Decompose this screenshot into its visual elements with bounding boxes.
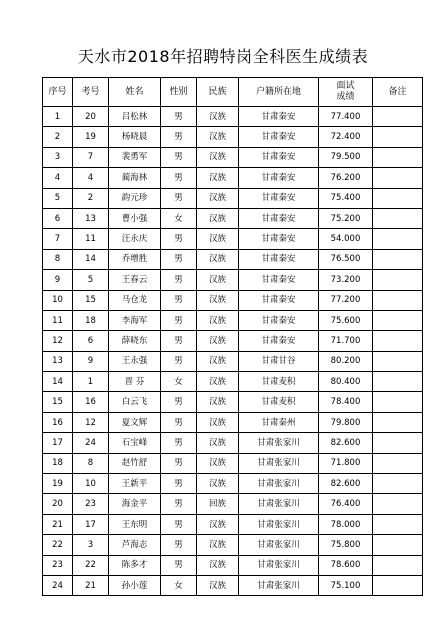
cell-name: 王永强 [109, 351, 161, 371]
header-name: 姓名 [109, 78, 161, 107]
cell-ethnicity: 汉族 [197, 229, 239, 249]
cell-remarks [373, 575, 423, 595]
cell-name: 晋 芬 [109, 372, 161, 392]
cell-score: 77.400 [319, 107, 373, 127]
cell-ethnicity: 汉族 [197, 555, 239, 575]
cell-exam-no: 24 [73, 433, 109, 453]
cell-sex: 男 [161, 412, 197, 432]
cell-seq: 3 [43, 147, 73, 167]
cell-sex: 女 [161, 575, 197, 595]
cell-seq: 15 [43, 392, 73, 412]
cell-sex: 男 [161, 310, 197, 330]
cell-exam-no: 2 [73, 188, 109, 208]
cell-sex: 女 [161, 208, 197, 228]
cell-exam-no: 12 [73, 412, 109, 432]
cell-hometown: 甘肃秦安 [239, 229, 319, 249]
cell-score: 73.200 [319, 270, 373, 290]
cell-seq: 11 [43, 310, 73, 330]
cell-ethnicity: 汉族 [197, 392, 239, 412]
cell-hometown: 甘肃张家川 [239, 474, 319, 494]
cell-score: 54.000 [319, 229, 373, 249]
cell-score: 79.800 [319, 412, 373, 432]
cell-ethnicity: 汉族 [197, 474, 239, 494]
cell-ethnicity: 汉族 [197, 107, 239, 127]
cell-hometown: 甘肃张家川 [239, 494, 319, 514]
cell-remarks [373, 147, 423, 167]
cell-ethnicity: 汉族 [197, 147, 239, 167]
cell-seq: 22 [43, 535, 73, 555]
table-row [43, 107, 423, 127]
cell-name: 赵竹舒 [109, 453, 161, 473]
cell-score: 77.200 [319, 290, 373, 310]
cell-seq: 17 [43, 433, 73, 453]
cell-ethnicity: 回族 [197, 494, 239, 514]
cell-exam-no: 14 [73, 249, 109, 269]
cell-name: 王新平 [109, 474, 161, 494]
cell-seq: 1 [43, 107, 73, 127]
table-row [43, 127, 423, 147]
table-row [43, 229, 423, 249]
cell-sex: 男 [161, 453, 197, 473]
header-interview-label: 面试 [336, 81, 355, 91]
cell-name: 芦海志 [109, 535, 161, 555]
cell-hometown: 甘肃秦安 [239, 168, 319, 188]
cell-score: 82.600 [319, 474, 373, 494]
cell-score: 76.400 [319, 494, 373, 514]
cell-score: 79.500 [319, 147, 373, 167]
cell-sex: 男 [161, 535, 197, 555]
cell-remarks [373, 351, 423, 371]
table-row [43, 535, 423, 555]
cell-remarks [373, 412, 423, 432]
cell-hometown: 甘肃张家川 [239, 535, 319, 555]
header-row [43, 78, 423, 107]
cell-name: 夏文辉 [109, 412, 161, 432]
cell-ethnicity: 汉族 [197, 372, 239, 392]
cell-name: 曹小强 [109, 208, 161, 228]
cell-ethnicity: 汉族 [197, 514, 239, 534]
table-row [43, 474, 423, 494]
cell-ethnicity: 汉族 [197, 310, 239, 330]
cell-exam-no: 8 [73, 453, 109, 473]
cell-score: 72.400 [319, 127, 373, 147]
cell-ethnicity: 汉族 [197, 290, 239, 310]
cell-name: 吕松林 [109, 107, 161, 127]
cell-hometown: 甘肃麦积 [239, 372, 319, 392]
cell-name: 孙小莲 [109, 575, 161, 595]
cell-sex: 男 [161, 107, 197, 127]
cell-seq: 10 [43, 290, 73, 310]
header-interview-score [319, 78, 373, 107]
cell-score: 75.100 [319, 575, 373, 595]
cell-ethnicity: 汉族 [197, 188, 239, 208]
cell-exam-no: 4 [73, 168, 109, 188]
cell-sex: 男 [161, 514, 197, 534]
cell-exam-no: 6 [73, 331, 109, 351]
cell-exam-no: 19 [73, 127, 109, 147]
table-row [43, 208, 423, 228]
cell-name: 李海军 [109, 310, 161, 330]
cell-ethnicity: 汉族 [197, 433, 239, 453]
cell-exam-no: 13 [73, 208, 109, 228]
cell-score: 75.800 [319, 535, 373, 555]
cell-score: 71.700 [319, 331, 373, 351]
cell-seq: 20 [43, 494, 73, 514]
cell-ethnicity: 汉族 [197, 412, 239, 432]
cell-remarks [373, 474, 423, 494]
cell-name: 杨晓晨 [109, 127, 161, 147]
cell-sex: 女 [161, 372, 197, 392]
page-title: 天水市2018年招聘特岗全科医生成绩表 [77, 47, 369, 66]
table-row [43, 249, 423, 269]
cell-ethnicity: 汉族 [197, 575, 239, 595]
cell-hometown: 甘肃秦安 [239, 249, 319, 269]
cell-score: 76.200 [319, 168, 373, 188]
table-row [43, 372, 423, 392]
cell-name: 汪永庆 [109, 229, 161, 249]
cell-seq: 7 [43, 229, 73, 249]
table-row [43, 555, 423, 575]
cell-remarks [373, 127, 423, 147]
cell-seq: 9 [43, 270, 73, 290]
cell-seq: 18 [43, 453, 73, 473]
cell-seq: 12 [43, 331, 73, 351]
cell-name: 裴勇军 [109, 147, 161, 167]
header-exam-no: 考号 [73, 78, 109, 107]
table-row [43, 310, 423, 330]
table-row [43, 331, 423, 351]
cell-seq: 21 [43, 514, 73, 534]
cell-ethnicity: 汉族 [197, 535, 239, 555]
cell-name: 白云飞 [109, 392, 161, 412]
cell-score: 78.600 [319, 555, 373, 575]
cell-score: 75.200 [319, 208, 373, 228]
cell-sex: 男 [161, 331, 197, 351]
cell-exam-no: 20 [73, 107, 109, 127]
cell-remarks [373, 535, 423, 555]
header-score-label: 成绩 [336, 92, 355, 102]
cell-remarks [373, 107, 423, 127]
cell-score: 78.400 [319, 392, 373, 412]
table-row [43, 433, 423, 453]
cell-remarks [373, 514, 423, 534]
cell-hometown: 甘肃秦安 [239, 331, 319, 351]
cell-sex: 男 [161, 270, 197, 290]
cell-remarks [373, 188, 423, 208]
header-seq: 序号 [43, 78, 73, 107]
cell-hometown: 甘肃张家川 [239, 453, 319, 473]
cell-sex: 男 [161, 229, 197, 249]
cell-score: 75.600 [319, 310, 373, 330]
header-ethnicity: 民族 [197, 78, 239, 107]
cell-remarks [373, 372, 423, 392]
table-row [43, 351, 423, 371]
cell-remarks [373, 168, 423, 188]
cell-hometown: 甘肃甘谷 [239, 351, 319, 371]
cell-hometown: 甘肃秦安 [239, 310, 319, 330]
table-row [43, 575, 423, 595]
cell-seq: 13 [43, 351, 73, 371]
cell-remarks [373, 249, 423, 269]
cell-remarks [373, 310, 423, 330]
cell-score: 75.400 [319, 188, 373, 208]
cell-hometown: 甘肃秦安 [239, 290, 319, 310]
table-row [43, 412, 423, 432]
cell-seq: 6 [43, 208, 73, 228]
cell-exam-no: 9 [73, 351, 109, 371]
cell-sex: 男 [161, 494, 197, 514]
cell-hometown: 甘肃张家川 [239, 433, 319, 453]
cell-remarks [373, 208, 423, 228]
cell-name: 石宝峰 [109, 433, 161, 453]
cell-seq: 2 [43, 127, 73, 147]
cell-sex: 男 [161, 290, 197, 310]
table-row [43, 147, 423, 167]
cell-ethnicity: 汉族 [197, 127, 239, 147]
cell-sex: 男 [161, 433, 197, 453]
cell-score: 76.500 [319, 249, 373, 269]
cell-seq: 4 [43, 168, 73, 188]
cell-seq: 5 [43, 188, 73, 208]
cell-hometown: 甘肃秦州 [239, 412, 319, 432]
cell-ethnicity: 汉族 [197, 249, 239, 269]
cell-sex: 男 [161, 188, 197, 208]
cell-exam-no: 11 [73, 229, 109, 249]
cell-exam-no: 17 [73, 514, 109, 534]
cell-score: 78.000 [319, 514, 373, 534]
cell-ethnicity: 汉族 [197, 351, 239, 371]
cell-remarks [373, 555, 423, 575]
cell-ethnicity: 汉族 [197, 168, 239, 188]
cell-name: 薛晓东 [109, 331, 161, 351]
cell-exam-no: 5 [73, 270, 109, 290]
cell-hometown: 甘肃张家川 [239, 555, 319, 575]
cell-remarks [373, 433, 423, 453]
cell-ethnicity: 汉族 [197, 208, 239, 228]
header-remarks: 备注 [373, 78, 423, 107]
cell-sex: 男 [161, 168, 197, 188]
cell-remarks [373, 392, 423, 412]
cell-remarks [373, 453, 423, 473]
cell-exam-no: 7 [73, 147, 109, 167]
cell-remarks [373, 229, 423, 249]
cell-score: 80.200 [319, 351, 373, 371]
cell-name: 陈多才 [109, 555, 161, 575]
cell-ethnicity: 汉族 [197, 453, 239, 473]
cell-score: 82.600 [319, 433, 373, 453]
cell-exam-no: 15 [73, 290, 109, 310]
table-row [43, 392, 423, 412]
cell-sex: 男 [161, 351, 197, 371]
cell-name: 韵元珍 [109, 188, 161, 208]
cell-exam-no: 3 [73, 535, 109, 555]
table-row [43, 453, 423, 473]
table-body [43, 107, 423, 596]
cell-exam-no: 16 [73, 392, 109, 412]
header-hometown: 户籍所在地 [239, 78, 319, 107]
cell-hometown: 甘肃秦安 [239, 188, 319, 208]
cell-name: 王东明 [109, 514, 161, 534]
cell-name: 海金平 [109, 494, 161, 514]
cell-hometown: 甘肃秦安 [239, 270, 319, 290]
table-row [43, 290, 423, 310]
table-row [43, 514, 423, 534]
cell-sex: 男 [161, 249, 197, 269]
cell-seq: 23 [43, 555, 73, 575]
cell-seq: 19 [43, 474, 73, 494]
cell-hometown: 甘肃秦安 [239, 208, 319, 228]
cell-remarks [373, 331, 423, 351]
cell-ethnicity: 汉族 [197, 270, 239, 290]
cell-exam-no: 22 [73, 555, 109, 575]
cell-hometown: 甘肃麦积 [239, 392, 319, 412]
cell-exam-no: 23 [73, 494, 109, 514]
cell-hometown: 甘肃张家川 [239, 575, 319, 595]
cell-name: 乔增胜 [109, 249, 161, 269]
cell-name: 王春云 [109, 270, 161, 290]
cell-remarks [373, 270, 423, 290]
cell-exam-no: 18 [73, 310, 109, 330]
table-row [43, 168, 423, 188]
cell-seq: 8 [43, 249, 73, 269]
cell-name: 蔺海林 [109, 168, 161, 188]
cell-sex: 男 [161, 474, 197, 494]
header-sex: 性别 [161, 78, 197, 107]
cell-hometown: 甘肃张家川 [239, 514, 319, 534]
cell-sex: 男 [161, 147, 197, 167]
cell-sex: 男 [161, 555, 197, 575]
cell-seq: 16 [43, 412, 73, 432]
cell-seq: 14 [43, 372, 73, 392]
cell-score: 80.400 [319, 372, 373, 392]
cell-remarks [373, 290, 423, 310]
cell-hometown: 甘肃秦安 [239, 147, 319, 167]
cell-sex: 男 [161, 127, 197, 147]
table-row [43, 494, 423, 514]
cell-name: 马仓龙 [109, 290, 161, 310]
cell-remarks [373, 494, 423, 514]
cell-sex: 男 [161, 392, 197, 412]
cell-seq: 24 [43, 575, 73, 595]
cell-ethnicity: 汉族 [197, 331, 239, 351]
cell-exam-no: 10 [73, 474, 109, 494]
cell-hometown: 甘肃秦安 [239, 127, 319, 147]
results-table [42, 77, 423, 596]
cell-exam-no: 1 [73, 372, 109, 392]
cell-hometown: 甘肃秦安 [239, 107, 319, 127]
cell-score: 71.800 [319, 453, 373, 473]
cell-exam-no: 21 [73, 575, 109, 595]
table-row [43, 270, 423, 290]
table-row [43, 188, 423, 208]
